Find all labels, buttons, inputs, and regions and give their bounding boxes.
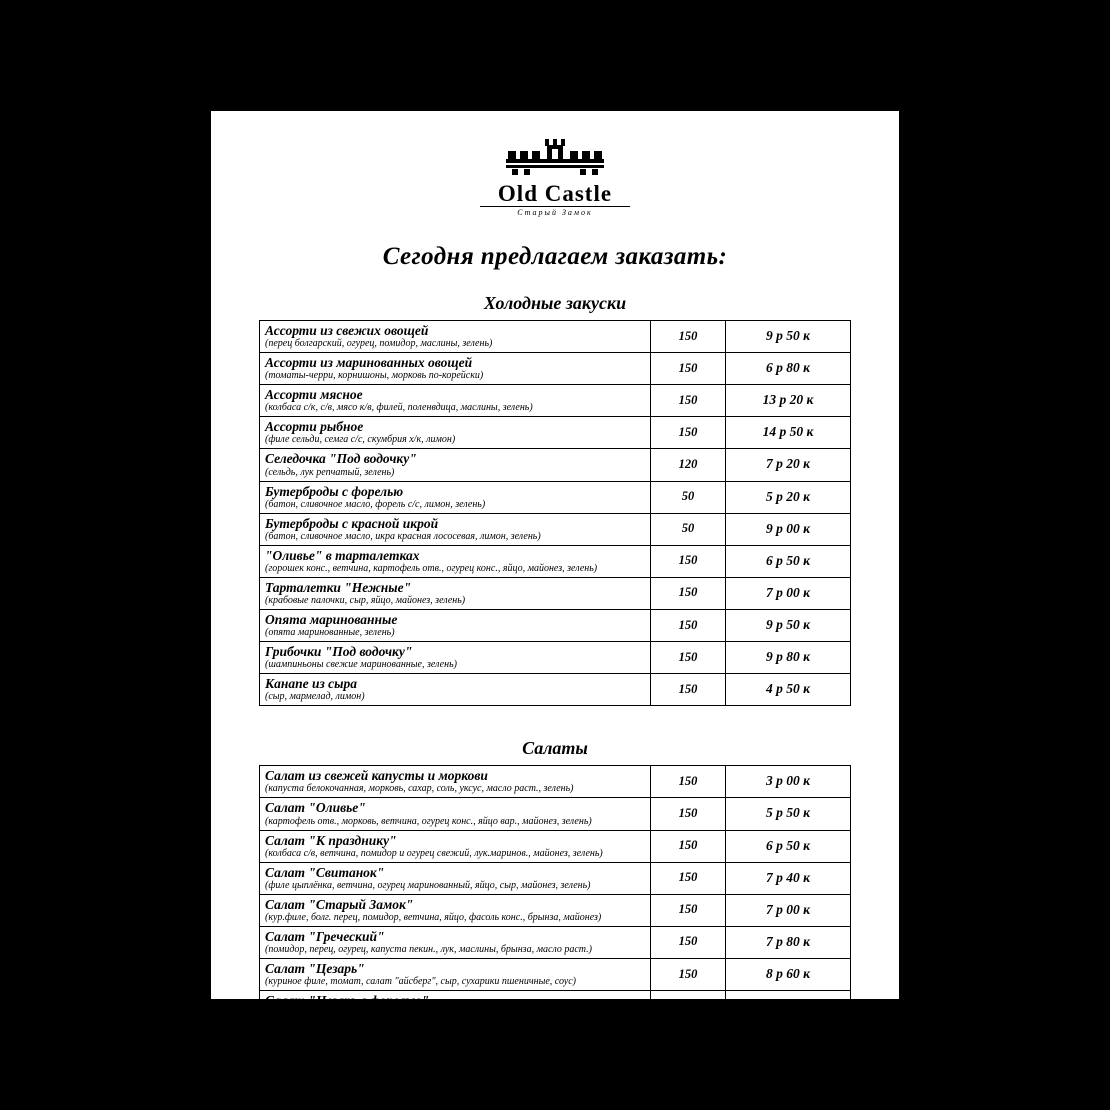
dish-price: 14 р 50 к [726,417,851,449]
menu-table-cold-appetizers [259,320,851,706]
dish-name: Салат "Цезарь" [265,960,365,976]
dish-ingredients: (сыр, мармелад, лимон) [265,691,365,703]
dish-price: 9 р 00 к [726,513,851,545]
dish-cell [260,385,651,417]
dish-name: Салат "Греческий" [265,928,385,944]
dish-name: Бутерброды с красной икрой [265,515,439,531]
table-row [260,545,851,577]
dish-cell [260,481,651,513]
dish-name: "Оливье" в тарталетках [265,547,420,563]
dish-cell [260,353,651,385]
dish-ingredients: (филе форели с/с, помидоры, пекин.капуста, сыр, сухарики пшен., соус) [265,1008,569,1020]
dish-cell [260,1023,651,1055]
dish-name: Ассорти мясное [265,387,363,403]
dish-price: 8 р 60 к [726,958,851,990]
table-row [260,449,851,481]
logo-subtitle: Старый Замок [480,206,630,217]
dish-ingredients: (томаты-черри, корнишоны, морковь по-корейски) [265,370,484,382]
dish-quantity: 150 [651,545,726,577]
dish-price: 7 р 80 к [726,926,851,958]
dish-ingredients: (филе цыплёнка, ветчина, огурец маринованный, яйцо, сыр, майонез, зелень) [265,879,591,891]
dish-price: 9 р 80 к [726,642,851,674]
table-row [260,894,851,926]
dish-cell [260,830,651,862]
dish-price: 6 р 50 к [726,545,851,577]
dish-ingredients: (капуста белокочанная, морковь, сахар, соль, уксус, масло раст., зелень) [265,783,574,795]
table-row [260,830,851,862]
dish-cell [260,991,651,1023]
logo-name: Old Castle [497,181,613,206]
dish-quantity: 150 [651,353,726,385]
table-row [260,513,851,545]
dish-name: Салат "Свитанок" [265,864,385,880]
dish-price: 14 р 80 к [726,1023,851,1055]
dish-ingredients: (колбаса с/к, с/в, мясо к/в, филей, поленвдица, маслины, зелень) [265,402,533,414]
dish-cell [260,894,651,926]
dish-quantity: 150 [651,991,726,1023]
dish-quantity: 150 [651,766,726,798]
table-row [260,798,851,830]
dish-price: 6 р 80 к [726,353,851,385]
table-row [260,958,851,990]
dish-cell [260,417,651,449]
dish-price: 7 р 40 к [726,862,851,894]
dish-ingredients: (крабовые палочки, сыр, яйцо, майонез, зелень) [265,594,466,606]
dish-name: Ассорти рыбное [265,419,364,435]
dish-cell [260,642,651,674]
dish-price: 4 р 50 к [726,674,851,706]
dish-ingredients: (шампиньоны свежие маринованные, зелень) [265,659,457,671]
dish-quantity: 150 [651,609,726,641]
dish-cell [260,926,651,958]
dish-price: 5 р 20 к [726,481,851,513]
dish-name: Салат "Цезарь с форелью" [265,993,430,1009]
dish-name: Салат "К празднику" [265,832,397,848]
dish-cell [260,766,651,798]
dish-quantity: 150 [651,642,726,674]
dish-quantity: 150 [651,926,726,958]
dish-quantity: 150 [651,1023,726,1055]
dish-cell [260,862,651,894]
dish-ingredients: (филе сельди, семга с/с, скумбрия х/к, лимон) [265,434,456,446]
dish-ingredients: (опята маринованные, зелень) [265,627,395,639]
menu-page [211,111,899,1052]
table-row [260,862,851,894]
dish-quantity: 150 [651,321,726,353]
menu-table-salads [259,765,851,1055]
dish-quantity: 150 [651,798,726,830]
dish-quantity: 150 [651,674,726,706]
section-title-cold-appetizers: Холодные закуски [483,293,627,313]
dish-quantity: 120 [651,449,726,481]
dish-price: 7 р 00 к [726,577,851,609]
dish-price: 5 р 50 к [726,798,851,830]
table-row [260,991,851,1023]
dish-ingredients: (помидор, перец, огурец, капуста пекин., лук, маслины, брынза, масло раст.) [265,943,592,955]
dish-quantity: 150 [651,958,726,990]
dish-name: Грибочки "Под водочку" [265,644,413,660]
dish-quantity: 150 [651,577,726,609]
old-castle-logo [480,135,630,217]
dish-cell [260,513,651,545]
dish-ingredients: (кур.филе, болг. перец, помидор, ветчина, яйцо, фасоль конс., брынза, майонез) [265,911,602,923]
dish-price: 6 р 50 к [726,830,851,862]
dish-name: Салат из свежей капусты и моркови [265,768,488,784]
dish-name: Ассорти из маринованных овощей [265,355,473,371]
dish-name: Салат "Оливье" [265,800,366,816]
dish-price: 3 р 00 к [726,766,851,798]
dish-quantity: 50 [651,513,726,545]
dish-ingredients: (кальмары, креветки, краб.палочки, помидоры, лимон, заправка) [265,1040,540,1052]
dish-cell [260,609,651,641]
dish-quantity: 150 [651,417,726,449]
table-row [260,481,851,513]
dish-name: Салат "Старый Замок" [265,896,414,912]
dish-cell [260,798,651,830]
dish-name: Опята маринованные [265,611,398,627]
dish-price: 7 р 00 к [726,894,851,926]
dish-cell [260,958,651,990]
page-title: Сегодня предлагаем заказать: [382,243,728,270]
table-row [260,385,851,417]
dish-cell [260,577,651,609]
table-row [260,321,851,353]
dish-name: Ассорти из свежих овощей [265,323,429,338]
dish-quantity: 150 [651,385,726,417]
table-row [260,926,851,958]
dish-cell [260,321,651,353]
dish-cell [260,449,651,481]
dish-name: Салат "Дары моря" [265,1025,389,1041]
table-row [260,1023,851,1055]
table-row [260,609,851,641]
dish-ingredients: (перец болгарский, огурец, помидор, маслины, зелень) [265,338,493,350]
dish-ingredients: (батон, сливочное масло, форель с/с, лимон, зелень) [265,498,486,510]
dish-quantity: 150 [651,894,726,926]
dish-ingredients: (куриное филе, томат, салат "айсберг", сыр, сухарики пшеничные, соус) [265,976,576,988]
table-row [260,353,851,385]
dish-price: 7 р 20 к [726,449,851,481]
table-row [260,674,851,706]
dish-quantity: 150 [651,862,726,894]
dish-price: 13 р 20 к [726,991,851,1023]
dish-ingredients: (колбаса с/в, ветчина, помидор и огурец свежий, лук.маринов., майонез, зелень) [265,847,603,859]
dish-quantity: 50 [651,481,726,513]
table-row [260,642,851,674]
dish-name: Тарталетки "Нежные" [265,579,412,595]
table-row [260,417,851,449]
dish-ingredients: (батон, сливочное масло, икра красная лососевая, лимон, зелень) [265,530,541,542]
dish-price: 13 р 20 к [726,385,851,417]
table-row [260,577,851,609]
dish-cell [260,545,651,577]
section-spacer [211,706,899,716]
table-row [260,766,851,798]
dish-cell [260,674,651,706]
dish-quantity: 150 [651,830,726,862]
dish-price: 9 р 50 к [726,609,851,641]
dish-ingredients: (сельдь, лук репчатый, зелень) [265,466,395,478]
section-title-salads: Салаты [522,738,588,759]
castle-icon [480,135,630,181]
dish-ingredients: (картофель отв., морковь, ветчина, огурец конс., яйцо вар., майонез, зелень) [265,815,592,827]
dish-price: 9 р 50 к [726,321,851,353]
dish-name: Бутерброды с форелью [265,483,404,499]
dish-name: Селедочка "Под водочку" [265,451,417,467]
logo-container [211,111,899,217]
dish-ingredients: (горошек конс., ветчина, картофель отв., огурец конс., яйцо, майонез, зелень) [265,562,598,574]
dish-name: Канапе из сыра [265,676,358,692]
